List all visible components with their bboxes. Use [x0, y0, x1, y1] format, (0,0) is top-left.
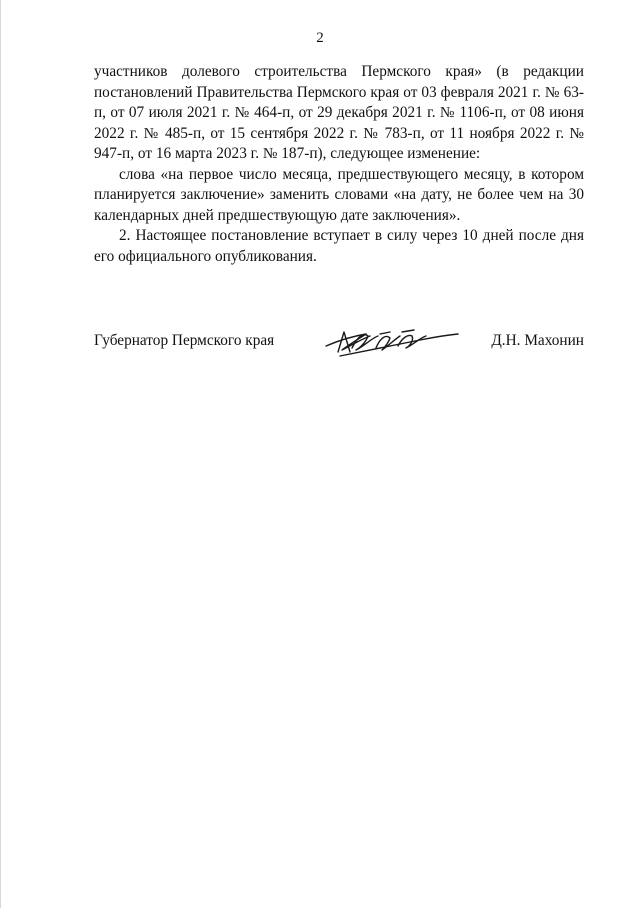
page-number: 2 [316, 30, 324, 46]
document-body [94, 62, 584, 267]
signature-block [94, 330, 584, 370]
signatory-position: Губернатор Пермского края [94, 332, 275, 349]
paragraph-amendment-intro: участников долевого строительства Пермского края» (в редакции постановлений Правительства Пермского края от 03 февраля 2021 г. № 63-п, от 07 июля 2021 г. № 464-п, от 29 декабря 2021 г. № 1106-п, от 08 июня 2022 г. № 485-п, от 15 сентября 2022 г. № 783-п, от 11 ноября 2022 г. № 947-п, от 16 марта 2023 г. № 187-п), следующее изменение: [94, 63, 584, 162]
page-edge [0, 0, 1, 908]
handwritten-signature-icon [320, 322, 460, 362]
paragraph-effective-date: 2. Настоящее постановление вступает в силу через 10 дней после дня его официального опубликования. [94, 227, 584, 265]
signatory-name: Д.Н. Махонин [491, 332, 584, 349]
paragraph-replacement: слова «на первое число месяца, предшествующего месяцу, в котором планируется заключение» заменить словами «на дату, не более чем на 30 календарных дней предшествующую дате заключения». [94, 165, 584, 224]
